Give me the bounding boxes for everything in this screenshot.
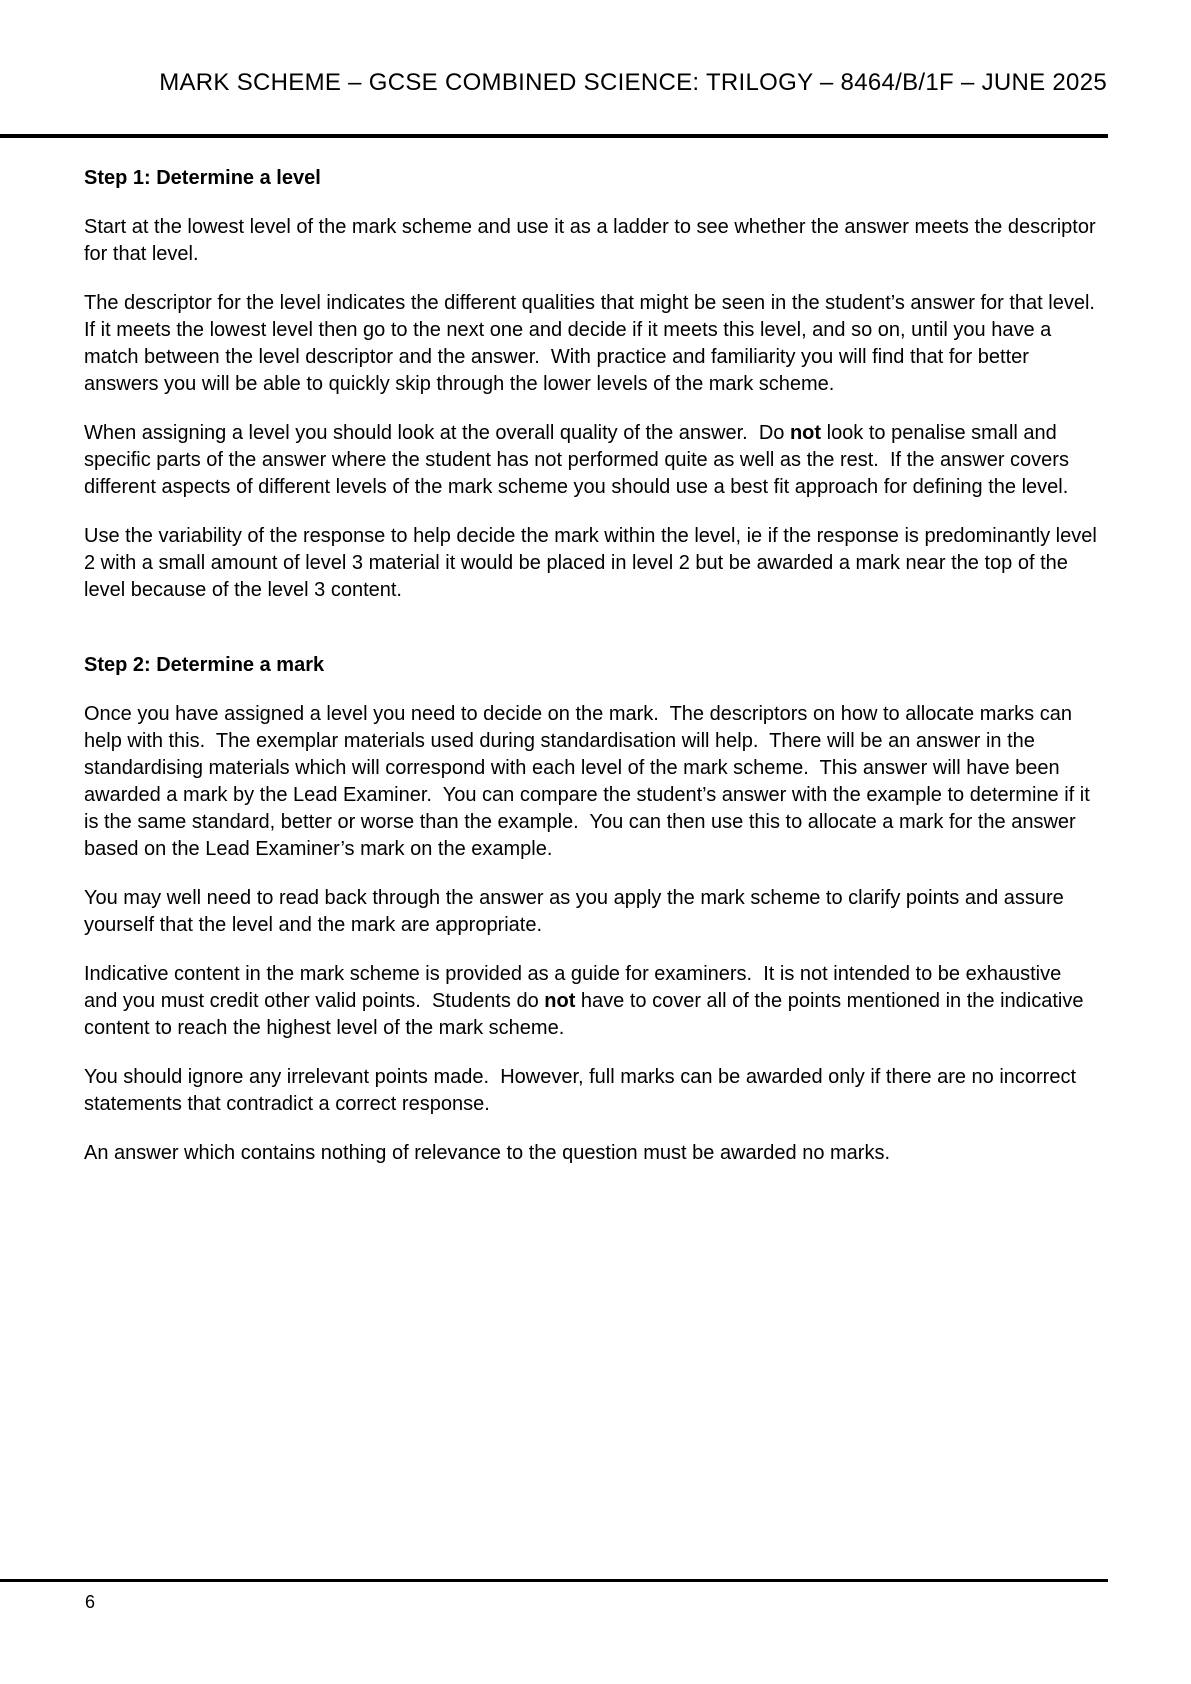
step2-paragraph-3-text-before: Indicative content in the mark scheme is provided as a guide for examiners. It is not intended to be exhaustive and you must credit other valid points. Students do [84,963,1067,1012]
step2-paragraph-2: You may well need to read back through the answer as you apply the mark scheme to clarify points and assure yourself that the level and the mark are appropriate. [84,887,1070,936]
step2-paragraph-3 [84,961,1100,1042]
header-rule [0,134,1108,138]
step2-heading: Step 2: Determine a mark [84,654,325,676]
step1-paragraph-3-text-before: When assigning a level you should look at the overall quality of the answer. Do [84,422,790,444]
step1-paragraph-2: The descriptor for the level indicates the different qualities that might be seen in the student’s answer for that level. If it meets the lowest level then go to the next one and decide if it meets this level, and so on, until you have a match between the level descriptor and the answer. With practice and familiarity you will find that for better answers you will be able to quickly skip through the lower levels of the mark scheme. [84,292,1107,395]
footer-rule [0,1579,1108,1582]
header-title: MARK SCHEME – GCSE COMBINED SCIENCE: TRILOGY – 8464/B/1F – JUNE 2025 [159,69,1107,96]
document-content [84,165,1107,1189]
step1-paragraph-3-text-after: look to penalise small and specific parts of the answer where the student has not performed quite as well as the rest. If the answer covers different aspects of different levels of the mark scheme you should use a best fit approach for defining the level. [84,422,1075,498]
step2-paragraph-1: Once you have assigned a level you need to decide on the mark. The descriptors on how to allocate marks can help with this. The exemplar materials used during standardisation will help. There will be an answer in the standardising materials which will correspond with each level of the mark scheme. This answer will have been awarded a mark by the Lead Examiner. You can compare the student’s answer with the example to determine if it is the same standard, better or worse than the example. You can then use this to allocate a mark for the answer based on the Lead Examiner’s mark on the example. [84,703,1096,860]
page-number: 6 [85,1592,96,1612]
step1-heading: Step 1: Determine a level [84,167,321,189]
step1-paragraph-3 [84,420,1100,501]
step2-paragraph-3-bold-not: not [544,990,576,1012]
step2-paragraph-5: An answer which contains nothing of relevance to the question must be awarded no marks. [84,1142,891,1164]
step1-paragraph-1: Start at the lowest level of the mark scheme and use it as a ladder to see whether the answer meets the descriptor for that level. [84,216,1102,265]
step1-paragraph-4: Use the variability of the response to help decide the mark within the level, ie if the response is predominantly level 2 with a small amount of level 3 material it would be placed in level 2 but be awarded a mark near the top of the level because of the level 3 content. [84,525,1103,601]
step1-paragraph-3-bold-not: not [789,422,822,444]
step2-paragraph-3-text-after: have to cover all of the points mentioned in the indicative content to reach the highest level of the mark scheme. [84,990,1090,1039]
step2-paragraph-4: You should ignore any irrelevant points made. However, full marks can be awarded only if there are no incorrect statements that contradict a correct response. [84,1066,1082,1115]
